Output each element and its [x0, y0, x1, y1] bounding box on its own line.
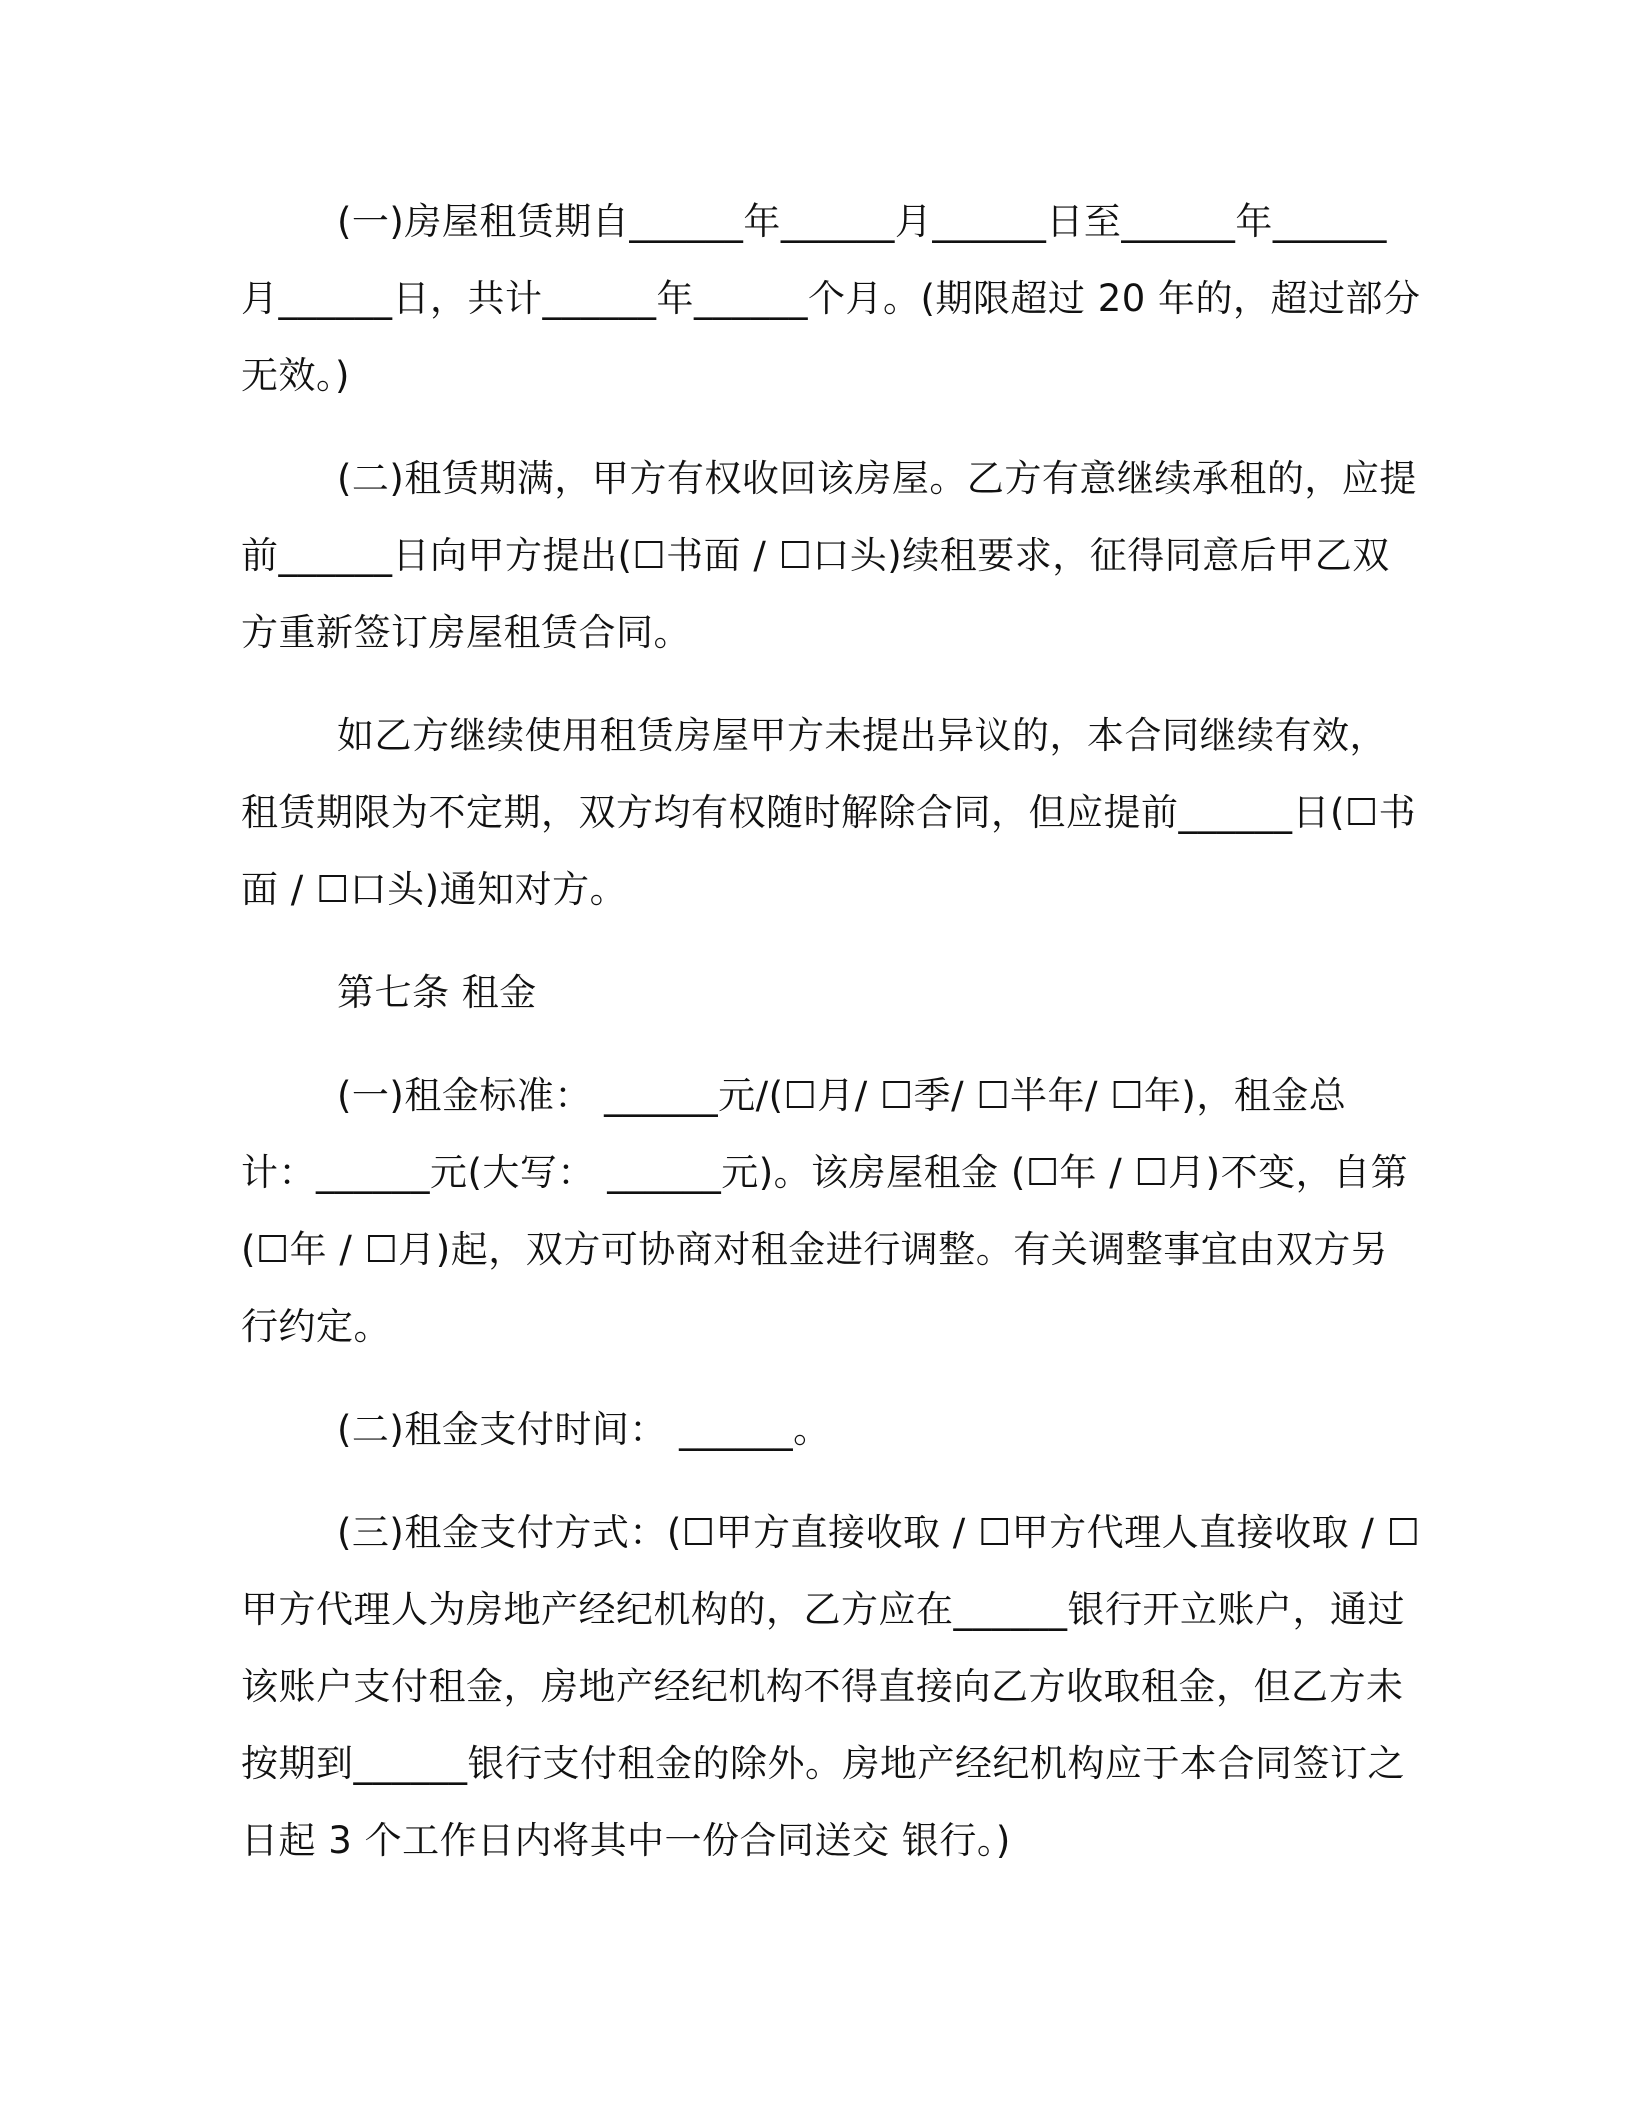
indefinite-term-paragraph: 如乙方继续使用租赁房屋甲方未提出异议的，本合同继续有效，租赁期限为不定期，双方均有权随时解除合同，但应提前______日(☐书面 / ☐口头)通知对方。 — [241, 714, 1417, 911]
lease-term-paragraph: (一)房屋租赁期自______年______月______日至______年______月______日，共计______年______个月。(期限超过 20 年的，超过部分无效。) — [241, 200, 1421, 397]
document-body — [241, 183, 1421, 1905]
rent-payment-method-paragraph: (三)租金支付方式：(☐甲方直接收取 / ☐甲方代理人直接收取 / ☐甲方代理人为房地产经纪机构的，乙方应在______银行开立账户，通过该账户支付租金，房地产经纪机构不得直接向乙方收取租金，但乙方未按期到______银行支付租金的除外。房地产经纪机构应于本合同签订之日起 3 个工作日内将其中一份合同送交 银行。) — [241, 1511, 1421, 1862]
lease-renewal-paragraph: (二)租赁期满，甲方有权收回该房屋。乙方有意继续承租的，应提前______日向甲方提出(☐书面 / ☐口头)续租要求，征得同意后甲乙双方重新签订房屋租赁合同。 — [241, 457, 1417, 654]
article-seven-heading: 第七条 租金 — [337, 971, 537, 1014]
rent-standard-paragraph: (一)租金标准： ______元/(☐月/ ☐季/ ☐半年/ ☐年)，租金总计：______元(大写： ______元)。该房屋租金 (☐年 / ☐月)不变，自第 (☐年 / ☐月)起，双方可协商对租金进行调整。有关调整事宜由双方另行约定。 — [241, 1074, 1409, 1348]
rent-payment-time-paragraph: (二)租金支付时间： ______。 — [337, 1408, 831, 1451]
